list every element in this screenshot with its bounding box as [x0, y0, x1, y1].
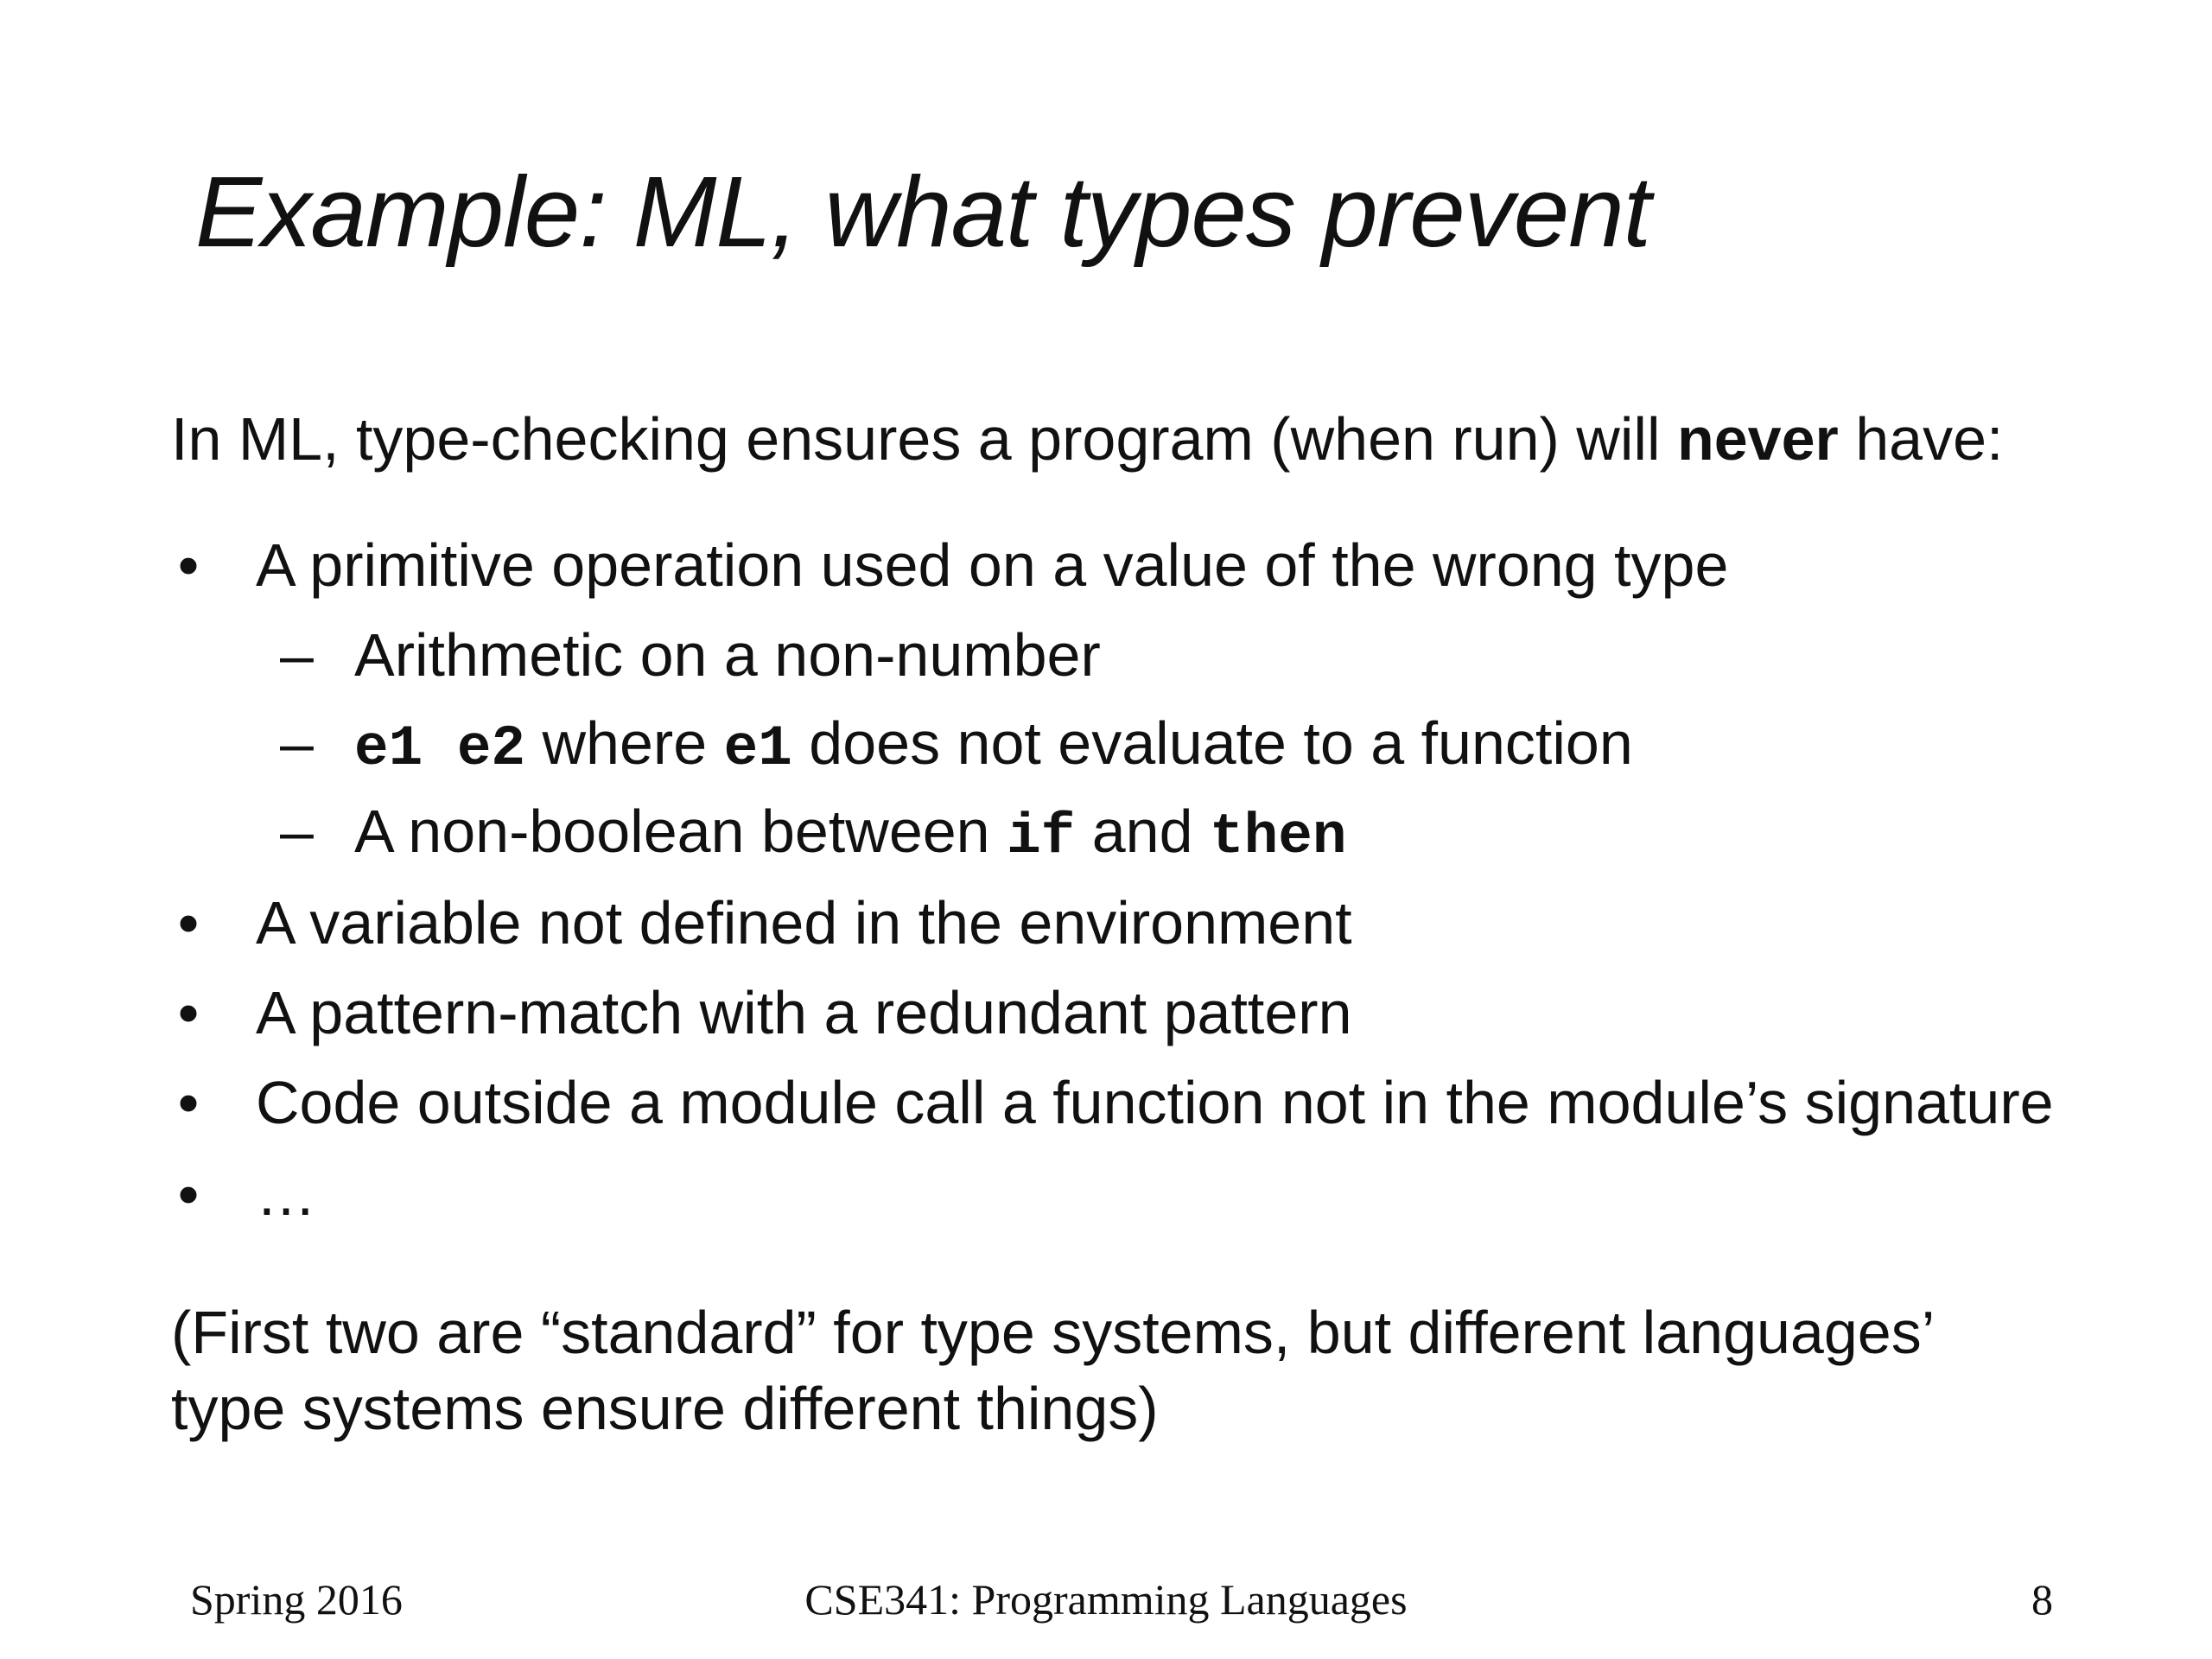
- code-then: then: [1210, 804, 1347, 869]
- note-line-1: (First two are “standard” for type systems, but different languages’: [171, 1299, 1936, 1366]
- sub-bullet-marker: –: [280, 798, 314, 865]
- sub-bullet-marker: –: [280, 621, 314, 689]
- sub-bullet-text: [354, 795, 1346, 874]
- intro-before: In ML, type-checking ensures a program (when run) will: [171, 405, 1677, 473]
- footer-term: Spring 2016: [190, 1575, 403, 1624]
- intro-text: [171, 403, 2003, 475]
- sub-bullet-marker: –: [280, 709, 314, 777]
- bullet-text: A pattern-match with a redundant pattern: [256, 979, 1352, 1046]
- footer-course: CSE341: Programming Languages: [804, 1575, 1408, 1624]
- code-e1: e1: [723, 716, 792, 781]
- bullet-marker: •: [177, 1160, 200, 1228]
- note-line-2: type systems ensure different things): [171, 1375, 1159, 1442]
- sub-bullet-text: Arithmetic on a non-number: [354, 621, 1101, 689]
- sub-text-mid: and: [1075, 798, 1210, 865]
- intro-emphasis: never: [1676, 405, 1839, 473]
- footer-page-number: 8: [2031, 1575, 2053, 1624]
- sub-text-pre: A non-boolean between: [354, 798, 1007, 865]
- sub-text-end: does not evaluate to a function: [791, 709, 1633, 777]
- sub-text-mid: where: [525, 709, 724, 777]
- bullet-text: …: [256, 1160, 316, 1228]
- bullet-marker: •: [177, 1069, 200, 1136]
- bullet-marker: •: [177, 979, 200, 1046]
- bullet-text: Code outside a module call a function not in the module’s signature: [256, 1069, 2054, 1136]
- code-e1-e2: e1 e2: [354, 716, 526, 781]
- intro-after: have:: [1838, 405, 2004, 473]
- bullet-text: A variable not defined in the environment: [256, 889, 1352, 957]
- bullet-marker: •: [177, 889, 200, 957]
- bullet-text: A primitive operation used on a value of the wrong type: [256, 531, 1729, 599]
- code-if: if: [1007, 804, 1076, 869]
- sub-bullet-text: [354, 707, 1633, 785]
- note-text: [171, 1294, 1935, 1446]
- bullet-marker: •: [177, 531, 200, 599]
- slide-title: Example: ML, what types prevent: [195, 156, 1651, 268]
